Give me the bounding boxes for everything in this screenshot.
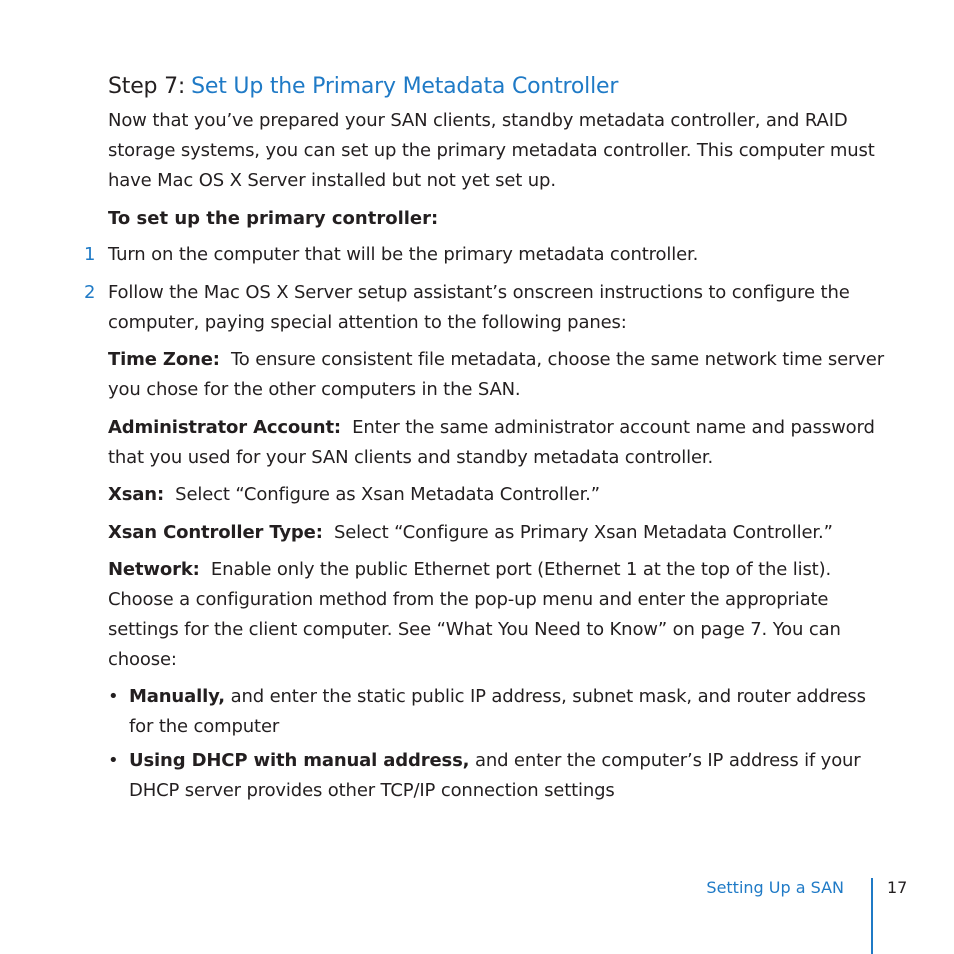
step-number-1: 1 xyxy=(84,244,96,265)
footer-section-title: Setting Up a SAN xyxy=(706,878,844,897)
step-label: Step 7: xyxy=(108,74,186,99)
pane-text: To ensure consistent file metadata, choose the same network time server you chose for the other computers in the SAN. xyxy=(108,349,884,400)
bullet-item-dhcp-manual xyxy=(129,746,889,806)
intro-paragraph: Now that you’ve prepared your SAN clients, standby metadata controller, and RAID storage systems, you can set up the primary metadata controller. This computer must have Mac OS X Server installed but not yet set up. xyxy=(108,110,875,191)
procedure-title: To set up the primary controller: xyxy=(108,208,439,229)
pane-text: Enable only the public Ethernet port (Ethernet 1 at the top of the list). Choose a configuration method from the pop-up menu and enter the appropriate settings for the client computer. See “What You Need to Know” on page 7. You can choose: xyxy=(108,559,841,670)
footer-divider xyxy=(871,878,873,954)
pane-label: Administrator Account: xyxy=(108,417,341,438)
bullet-symbol: • xyxy=(108,686,119,707)
page-number: 17 xyxy=(887,878,908,897)
bullet-label: Using DHCP with manual address, xyxy=(129,750,470,771)
bullet-text: and enter the static public IP address, subnet mask, and router address for the computer xyxy=(129,686,866,737)
pane-label: Xsan Controller Type: xyxy=(108,522,323,543)
pane-text: Enter the same administrator account name and password that you used for your SAN clients and standby metadata controller. xyxy=(108,417,875,468)
bullet-symbol: • xyxy=(108,750,119,771)
pane-xsan xyxy=(108,480,888,510)
pane-xsan-controller-type xyxy=(108,518,888,548)
pane-label: Network: xyxy=(108,559,200,580)
pane-label: Time Zone: xyxy=(108,349,220,370)
pane-label: Xsan: xyxy=(108,484,165,505)
bullet-item-manually xyxy=(129,682,889,742)
bullet-label: Manually, xyxy=(129,686,225,707)
step-text-2: Follow the Mac OS X Server setup assistant’s onscreen instructions to configure the computer, paying special attention to the following panes: xyxy=(108,282,850,333)
pane-administrator-account xyxy=(108,413,888,473)
pane-network xyxy=(108,555,888,675)
pane-text: Select “Configure as Xsan Metadata Controller.” xyxy=(175,484,600,505)
step-title: Set Up the Primary Metadata Controller xyxy=(191,74,619,99)
pane-time-zone xyxy=(108,345,888,405)
bullet-text: and enter the computer’s IP address if your DHCP server provides other TCP/IP connection settings xyxy=(129,750,861,801)
step-text-1: Turn on the computer that will be the primary metadata controller. xyxy=(108,244,699,265)
pane-text: Select “Configure as Primary Xsan Metadata Controller.” xyxy=(333,522,833,543)
step-heading xyxy=(108,74,618,99)
step-number-2: 2 xyxy=(84,282,96,303)
